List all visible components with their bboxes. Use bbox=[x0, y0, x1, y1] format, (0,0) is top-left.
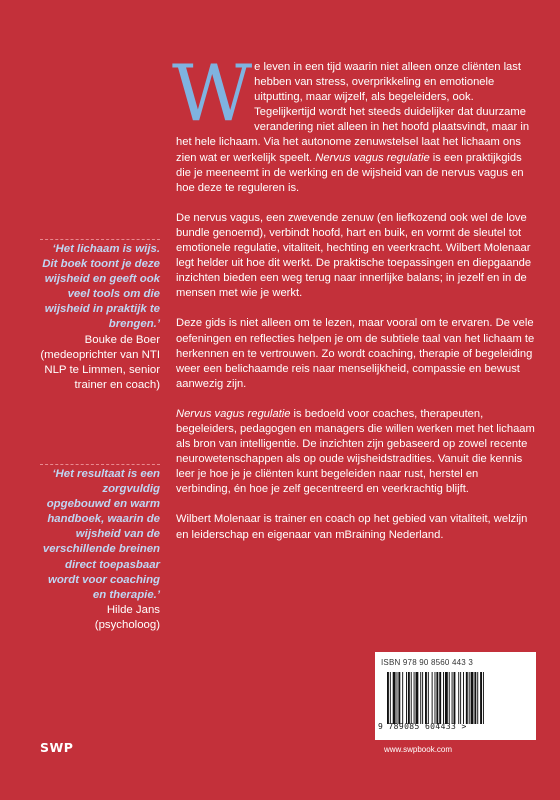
publisher-url: www.swpbook.com bbox=[384, 745, 453, 754]
barcode-bar bbox=[408, 672, 410, 724]
blurb-paragraph: Nervus vagus regulatie is bedoeld voor coaches, therapeuten, begeleiders, pedagogen en managers die willen werken met het lichaam als bron van intelligentie. De inzichten zijn gebaseerd op zowel recente neurowetenschappen als op oude wijsheidstradities. Vanuit die kennis leer je hoe je je cliënten kunt begeleiden naar rust, herstel en verbinding, én hoe je zelf gecentreerd en veerkrachtig blijft. bbox=[176, 407, 535, 496]
barcode-bar bbox=[480, 672, 482, 724]
drop-cap: W bbox=[172, 49, 253, 139]
barcode-bar bbox=[439, 672, 441, 724]
author-bio: Wilbert Molenaar is trainer en coach op het gebied van vitaliteit, welzijn en leiderschap en eigenaar van mBraining Nederland. bbox=[176, 513, 528, 541]
barcode-bar bbox=[460, 672, 461, 724]
barcode-bar bbox=[469, 672, 470, 724]
barcode-bar bbox=[425, 672, 427, 724]
quote-divider bbox=[40, 239, 160, 240]
barcode-bar bbox=[406, 672, 407, 724]
barcode-bar bbox=[483, 672, 484, 724]
blurb-paragraph: De nervus vagus, een zwevende zenuw (en liefkozend ook wel de love bundle genoemd), verbindt hoofd, hart en buik, en vormt de sleutel tot emotionele regulatie, vitaliteit, hechting en veerkracht. Wilbert Molenaar legt helder uit hoe dit werkt. De praktische toepassingen en diepgaande inzichten bieden een weg terug naar innerlijke balans; in jezelf en in de mensen met wie je werkt. bbox=[176, 211, 532, 300]
barcode-bar bbox=[393, 672, 396, 724]
barcode-bar bbox=[452, 672, 453, 724]
barcode-bar bbox=[414, 672, 415, 724]
barcode-bar bbox=[458, 672, 459, 724]
endorsement-quote bbox=[40, 467, 160, 633]
barcode-bar bbox=[454, 672, 456, 724]
barcode-bar bbox=[387, 672, 389, 724]
barcode-bar bbox=[422, 672, 423, 724]
barcode-bar bbox=[398, 672, 400, 724]
barcode-bar bbox=[436, 672, 438, 724]
barcode-digits: 9 789085 604433 > bbox=[378, 722, 467, 731]
book-title-inline: Nervus vagus regulatie bbox=[315, 151, 430, 164]
barcode-bar bbox=[445, 672, 448, 724]
blurb-paragraph: Deze gids is niet alleen om te lezen, maar vooral om te ervaren. De vele oefeningen en reflecties helpen je om de subtiele taal van het lichaam te herkennen en te vertrouwen. Zo wordt coaching, therapie of begeleiding weer een belichaamde reis naar menselijkheid, compassie en bewust aanwezig zijn. bbox=[176, 317, 535, 390]
barcode-bar bbox=[463, 672, 464, 724]
quote-author: Bouke de Boer bbox=[84, 333, 160, 346]
barcode-bar bbox=[402, 672, 403, 724]
blurb-text bbox=[172, 49, 536, 558]
barcode-bar bbox=[443, 672, 444, 724]
barcode-bar bbox=[432, 672, 433, 724]
blurb-paragraph-intro: We leven in een tijd waarin niet alleen onze cliënten last hebben van stress, overprikkeling en emotionele uitputting, maar wijzelf, als begeleiders, ook. Tegelijkertijd wordt het steeds duidelijker dat duurzame verandering niet alleen in het hoofd plaatsvindt, maar in het hele lichaam. Via het autonome zenuwstelsel laat het lichaam ons zien wat er werkelijk speelt. Nervus vagus regulatie is een praktijkgids die je meeneemt in de werking en de wijsheid van de nervus vagus en hoe deze te reguleren is. bbox=[172, 49, 530, 194]
endorsement-quote bbox=[40, 242, 160, 393]
quote-text: ‘Het resultaat is een zorgvuldig opgebouwd en warm handboek, waarin de wijsheid van de verschillende breinen direct toepasbaar wordt voor coaching en therapie.’ bbox=[42, 468, 160, 601]
barcode-bar bbox=[390, 672, 391, 724]
barcode-panel bbox=[375, 652, 536, 740]
barcode-bar bbox=[435, 672, 436, 724]
publisher-logo: SWP bbox=[40, 740, 74, 755]
barcode-bar bbox=[474, 672, 476, 724]
barcode-bar bbox=[428, 672, 429, 724]
quote-author-role: (psycholoog) bbox=[94, 618, 160, 631]
barcode-bar bbox=[477, 672, 478, 724]
quote-author-role: (medeoprichter van NTI NLP te Limmen, senior trainer en coach) bbox=[40, 348, 160, 391]
barcode-bar bbox=[471, 672, 474, 724]
barcode-bar bbox=[466, 672, 468, 724]
quote-text: ‘Het lichaam is wijs. Dit boek toont je deze wijsheid en geeft ook veel tools om die wijsheid in praktijk te brengen.’ bbox=[42, 243, 160, 331]
barcode-bar bbox=[416, 672, 419, 724]
isbn-label: ISBN 978 90 8560 443 3 bbox=[381, 658, 474, 667]
quote-divider bbox=[40, 464, 160, 465]
barcode-icon bbox=[385, 672, 525, 724]
barcode-bar bbox=[397, 672, 398, 724]
book-title-inline: Nervus vagus regulatie bbox=[176, 407, 291, 420]
barcode-bar bbox=[411, 672, 412, 724]
barcode-bar bbox=[420, 672, 421, 724]
barcode-bar bbox=[449, 672, 450, 724]
quote-author: Hilde Jans bbox=[106, 603, 160, 616]
